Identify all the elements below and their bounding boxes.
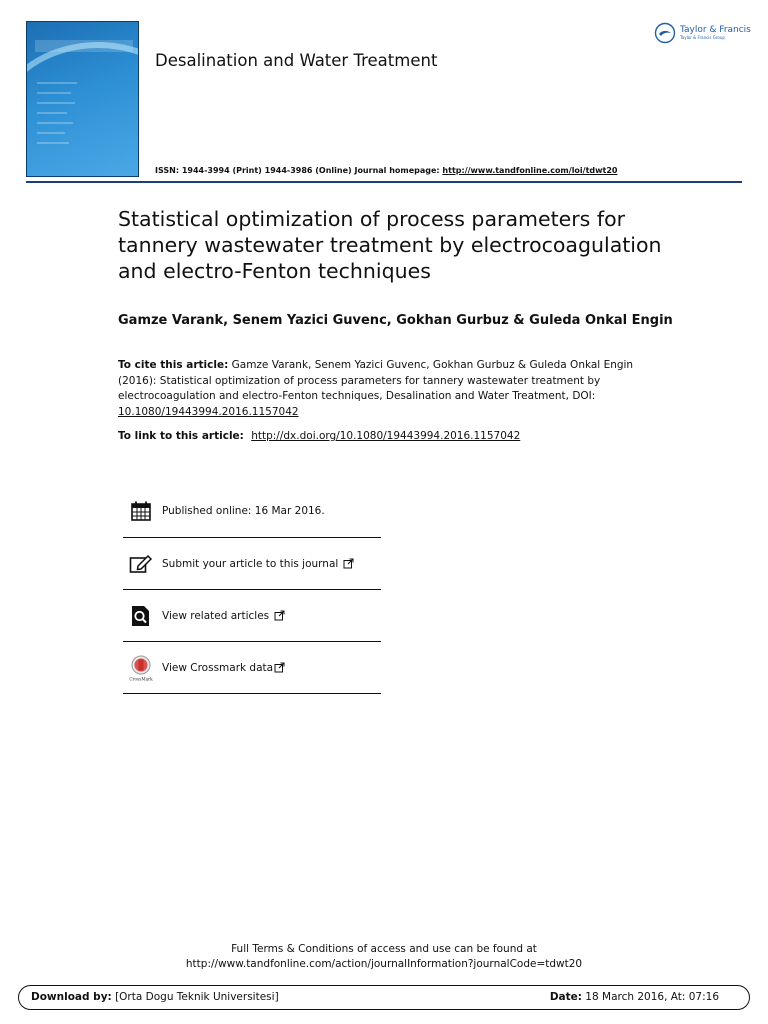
cover-decoration [37, 92, 71, 94]
related-articles-item[interactable] [123, 590, 381, 642]
article-doi-link[interactable]: http://dx.doi.org/10.1080/19443994.2016.1157042 [251, 430, 521, 442]
publisher-logo-icon [654, 22, 676, 44]
date-label: Date: [549, 991, 582, 1003]
calendar-icon [126, 496, 156, 526]
terms-url[interactable]: http://www.tandfonline.com/action/journalInformation?journalCode=tdwt20 [185, 958, 583, 970]
cover-decoration [37, 112, 67, 114]
cover-decoration [37, 102, 75, 104]
article-link-line [118, 430, 520, 442]
download-info-bar [18, 985, 750, 1010]
external-link-icon [274, 606, 285, 625]
download-label: Download by: [31, 991, 112, 1003]
crossmark-icon-text: CrossMark [129, 676, 153, 681]
article-title: Statistical optimization of process parameters for tannery wastewater treatment by electrocoagulation and electro-Fenton techniques [118, 207, 662, 283]
terms-line-1: Full Terms & Conditions of access and use can be found at [231, 943, 537, 955]
download-by [31, 991, 279, 1003]
issn-text: ISSN: 1944-3994 (Print) 1944-3986 (Online) Journal homepage: [155, 166, 443, 175]
cover-decoration [37, 132, 65, 134]
cover-decoration [37, 82, 77, 84]
article-actions [123, 484, 381, 694]
cover-decoration [37, 142, 69, 144]
journal-homepage-link[interactable]: http://www.tandfonline.com/loi/tdwt20 [442, 166, 618, 175]
journal-name: Desalination and Water Treatment [155, 51, 438, 70]
cite-text: Gamze Varank, Senem Yazici Guvenc, Gokhan Gurbuz & Guleda Onkal Engin (2016): Statistical optimization of process parameters for tannery wastewater treatment by electrocoagulation and electro-Fenton techniques, Desalination and Water Treatment, DOI: [118, 359, 634, 402]
submit-article-item[interactable] [123, 538, 381, 590]
published-online-label: Published online: 16 Mar 2016. [162, 504, 325, 517]
crossmark-label[interactable]: View Crossmark data [162, 661, 274, 674]
citation-block [118, 358, 653, 420]
submit-article-label[interactable]: Submit your article to this journal [162, 557, 339, 570]
cover-decoration [26, 42, 139, 177]
date-value: 18 March 2016, At: 07:16 [581, 991, 719, 1003]
download-date [550, 991, 719, 1003]
publisher-name: Taylor & Francis [680, 25, 751, 35]
article-authors: Gamze Varank, Senem Yazici Guvenc, Gokhan Gurbuz & Guleda Onkal Engin [118, 313, 673, 328]
cover-decoration [37, 122, 73, 124]
crossmark-icon [126, 653, 156, 683]
download-value: [Orta Dogu Teknik Universitesi] [111, 991, 279, 1003]
publisher-group: Taylor & Francis Group [680, 35, 725, 40]
external-link-icon [274, 658, 285, 677]
header-divider [26, 181, 742, 183]
published-online-item [123, 484, 381, 538]
publisher-logo[interactable] [654, 22, 751, 44]
search-document-icon [126, 601, 156, 631]
cite-label: To cite this article: [118, 359, 229, 371]
cite-doi-link[interactable]: 10.1080/19443994.2016.1157042 [118, 405, 299, 418]
issn-line [155, 166, 618, 175]
link-label: To link to this article: [118, 430, 244, 442]
crossmark-item[interactable] [123, 642, 381, 694]
related-articles-label[interactable]: View related articles [162, 609, 270, 622]
journal-cover-image [26, 21, 139, 177]
terms-notice [0, 942, 768, 972]
external-link-icon [343, 554, 354, 573]
edit-icon [126, 549, 156, 579]
